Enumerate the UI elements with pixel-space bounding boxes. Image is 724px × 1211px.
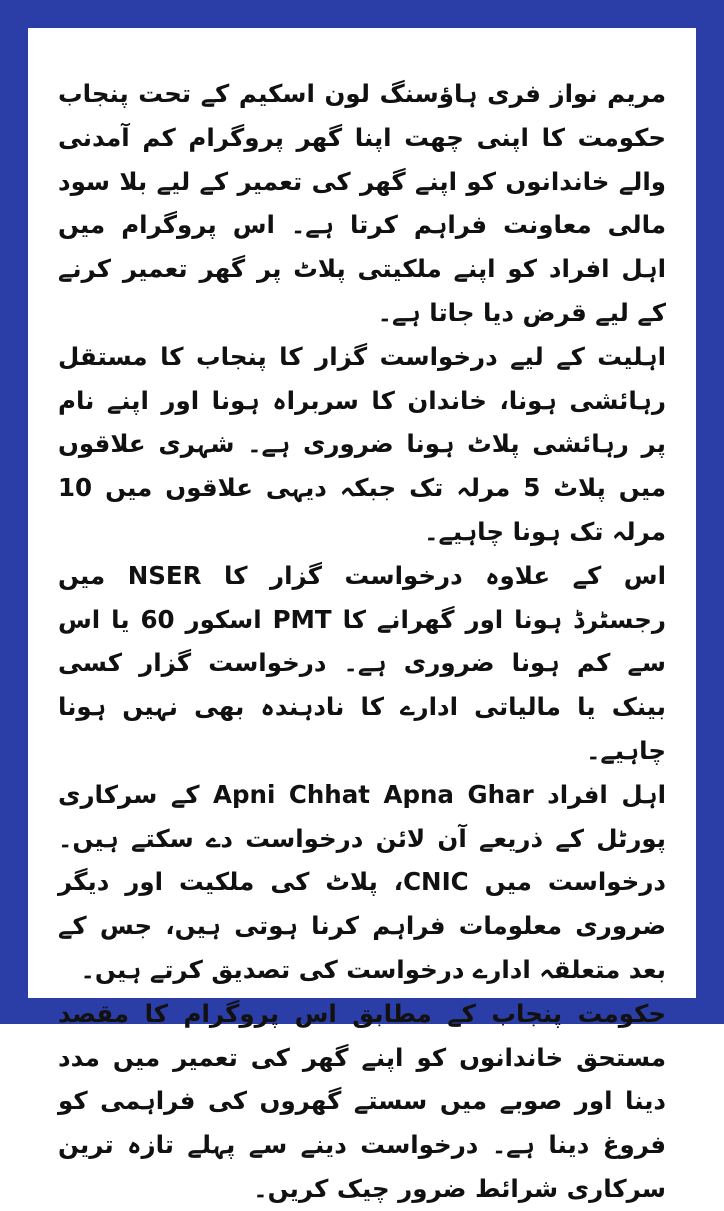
paragraph-program-overview: مریم نواز فری ہاؤسنگ لون اسکیم کے تحت پنجاب حکومت کا اپنی چھت اپنا گھر پروگرام کم آمدنی والے خاندانوں کو اپنے گھر کی تعمیر کے لیے بلا سود مالی معاونت فراہم کرتا ہے۔ اس پروگرام میں اہل افراد کو اپنے ملکیتی پلاٹ پر گھر تعمیر کرنے کے لیے قرض دیا جاتا ہے۔ (58, 79, 666, 327)
paragraph-nser-pmt-requirement: اس کے علاوہ درخواست گزار کا NSER میں رجسٹرڈ ہونا اور گھرانے کا PMT اسکور 60 یا اس سے کم ہونا ضروری ہے۔ درخواست گزار کسی بینک یا مالیاتی ادارے کا نادہندہ بھی نہیں ہونا چاہیے۔ (58, 560, 666, 765)
document-sheet (28, 28, 696, 1203)
paragraph-eligibility: اہلیت کے لیے درخواست گزار کا پنجاب کا مستقل رہائشی ہونا، خاندان کا سربراہ ہونا اور اپنے نام پر رہائشی پلاٹ ہونا ضروری ہے۔ شہری علاقوں میں پلاٹ 5 مرلہ تک جبکہ دیہی علاقوں میں 10 مرلہ تک ہونا چاہیے۔ (58, 341, 666, 546)
paragraph-program-objective: حکومت پنجاب کے مطابق اس پروگرام کا مقصد مستحق خاندانوں کو اپنے گھر کی تعمیر میں مدد دینا اور صوبے میں سستے گھروں کی فراہمی کو فروغ دینا ہے۔ درخواست دینے سے پہلے تازہ ترین سرکاری شرائط ضرور چیک کریں۔ (58, 998, 666, 1203)
article-body (58, 72, 666, 1211)
paragraph-application-process: اہل افراد Apni Chhat Apna Ghar کے سرکاری پورٹل کے ذریعے آن لائن درخواست دے سکتے ہیں۔ درخواست میں CNIC، پلاٹ کی ملکیت اور دیگر ضروری معلومات فراہم کرنا ہوتی ہیں، جس کے بعد متعلقہ ادارے درخواست کی تصدیق کرتے ہیں۔ (58, 779, 666, 984)
